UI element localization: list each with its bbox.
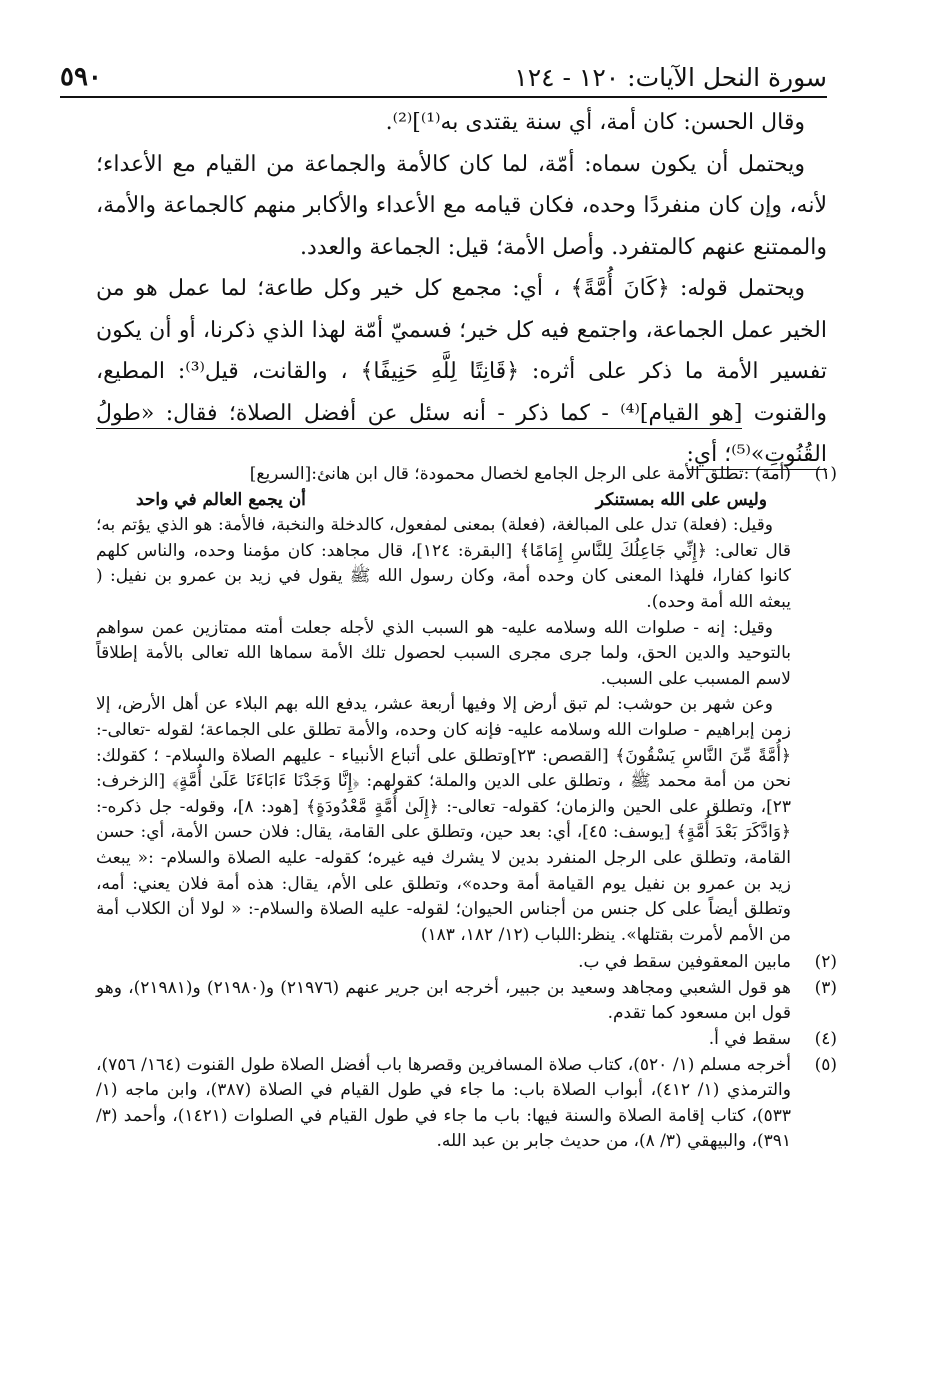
footnote-1-para-2: وقيل: إنه - صلوات الله وسلامه عليه- هو السبب الذي لأجله جعلت أمته ممتازين عمن سواهم بالتوحيد والدين الحق، ولما جرى مجرى السبب لحصول تلك الأمة سماها الله تعالى بالأمة إطلاقاً لاسم المسبب على السبب. <box>96 617 791 689</box>
footnote-5 <box>96 1053 837 1155</box>
footnote-3-text: هو قول الشعبي ومجاهد وسعيد بن جبير، أخرجه ابن جرير عنهم (٢١٩٧٦) و(٢١٩٨٠) و(٢١٩٨١)، وهو قول ابن مسعود كما تقدم. <box>96 977 792 1024</box>
footnote-number: (٤) <box>814 1029 837 1050</box>
footnote-4 <box>96 1027 837 1053</box>
footnote-1-para-1: وقيل: (فعلة) تدل على المبالغة، (فعلة) بمعنى لمفعول، كالدخلة والنخبة، فالأمة: هو الذي يؤتم به؛ قال تعالى: ﴿إِنِّي جَاعِلُكَ لِلنَّاسِ إِمَامًا﴾ [البقرة: ١٢٤]، قال مجاهد: كان مؤمنا وحده، والناس كلهم كانوا كفارا، فلهذا المعنى كان وحده أمة، وكان رسول الله ﷺ يقول في زيد بن عمرو بن نفيل: ( يبعثه الله أمة وحده). <box>96 515 792 612</box>
paragraph-1: وقال الحسن: كان أمة، أي سنة يقتدى به⁽¹⁾]⁽²⁾. <box>385 110 805 135</box>
paragraph-3-main: ويحتمل قوله: ﴿كَانَ أُمَّةً﴾ ، أي: مجمع كل خير وكل طاعة؛ لما عمل هو من الخير عمل الجماعة، واجتمع فيه كل خير؛ فسميّ أمّة لهذا الذي ذكرنا، أو أن يكون تفسير الأمة ما ذكر على أثره: ﴿قَانِتًا لِلَّهِ حَنِيفًا﴾ ، والقانت، قيل⁽³⁾: المطيع، والقنوت <box>96 276 827 426</box>
main-text <box>96 102 827 476</box>
poem-verse <box>96 488 791 514</box>
footnote-3 <box>96 976 837 1027</box>
footnote-4-text: سقط في أ. <box>708 1029 791 1050</box>
footnote-number: (٣) <box>814 977 837 998</box>
running-title: سورة النحل الآيات: ١٢٠ - ١٢٤ <box>514 63 827 92</box>
footnote-number: (٢) <box>814 952 837 973</box>
footnote-number: (٥) <box>814 1054 837 1075</box>
footnote-5-text: أخرجه مسلم (١/ ٥٢٠)، كتاب صلاة المسافرين وقصرها باب أفضل الصلاة طول القنوت (١٦٤/ ٧٥٦)، والترمذي (١/ ٤١٢)، أبواب الصلاة باب: ما جاء في طول القيام في الصلاة (٣٨٧)، وابن ماجه (١/ ٥٣٣)، كتاب إقامة الصلاة والسنة فيها: باب ما جاء في طول القيام في الصلوات (١٤٢١)، وأحمد (٣/ ٣٩١)، والبيهقي (٣/ ٨)، من حديث جابر بن عبد الله. <box>96 1054 791 1152</box>
page-header <box>60 50 827 98</box>
footnote-1 <box>96 462 837 948</box>
page-number: ٥٩٠ <box>60 62 102 92</box>
footnote-1-para-3: وعن شهر بن حوشب: لم تبق أرض إلا وفيها أربعة عشر، يدفع الله بهم البلاء عن أهل الأرض، إلا زمن إبراهيم - صلوات الله وسلامه عليه- فإنه كان وحده، والأمة تطلق على الجماعة؛ لقوله -تعالى-: ﴿أُمَّةً مِّنَ النَّاسِ يَسْقُونَ﴾ [القصص: ٢٣]وتطلق على أتباع الأنبياء - عليهم الصلاة والسلام- ؛ كقولك: نحن من أمة محمد ﷺ ، وتطلق على الدين والملة؛ كقولهم: ﴿إِنَّا وَجَدْنَا ءَابَاءَنَا عَلَىٰ أُمَّةٍ﴾ [الزخرف: ٢٣]، وتطلق على الحين والزمان؛ كقوله- تعالى-: ﴿إِلَىٰ أُمَّةٍ مَّعْدُودَةٍ﴾ [هود: ٨]، وقوله- جل ذكره-: ﴿وَادَّكَرَ بَعْدَ أُمَّةٍ﴾ [يوسف: ٤٥]، أي: بعد حين، وتطلق على القامة، يقال: فلان حسن الأمة، أي: حسن القامة، وتطلق على الرجل المنفرد بدين لا يشرك فيه غيره؛ كقوله- عليه الصلاة والسلام- :« يبعث زيد بن عمرو بن نفيل يوم القيامة أمة وحده»، وتطلق على الأم، يقال: هذه أمة فلان يعني: أمه، وتطلق أيضاً على كل جنس من أجناس الحيوان؛ لقوله- عليه الصلاة والسلام-: « لولا أن الكلاب أمة من الأمم لأمرت بقتلها». ينظر:اللباب (١٢/ ١٨٢، ١٨٣) <box>96 694 792 945</box>
footnotes <box>96 462 837 1155</box>
paragraph-3-underlined: [هو القيام]⁽⁴⁾ - كما ذكر - أنه سئل عن أفضل الصلاة؛ فقال: «طولُ القُنُوتِ»⁽⁵⁾؛ أي: <box>96 401 827 471</box>
footnote-number: (١) <box>814 464 837 484</box>
verse-second-hemistich: أن يجمع العالم في واحد <box>136 489 306 510</box>
footnote-1-intro: (أمة) :تطلق الأمة على الرجل الجامع لخصال محمودة؛ قال ابن هانئ:[السريع] <box>249 464 791 484</box>
paragraph-3 <box>96 268 827 476</box>
verse-first-hemistich: وليس على الله بمستنكر <box>595 489 767 510</box>
paragraph-2: ويحتمل أن يكون سماه: أمّة، لما كان كالأمة والجماعة من القيام مع الأعداء؛ لأنه، وإن كان منفردًا وحده، فكان قيامه مع الأعداء والأكابر منهم كالجماعة والأمة، والممتنع عنهم كالمتفرد. وأصل الأمة؛ قيل: الجماعة والعدد. <box>96 151 827 260</box>
footnote-2 <box>96 950 837 976</box>
footnote-2-text: مابين المعقوفين سقط في ب. <box>578 952 791 973</box>
